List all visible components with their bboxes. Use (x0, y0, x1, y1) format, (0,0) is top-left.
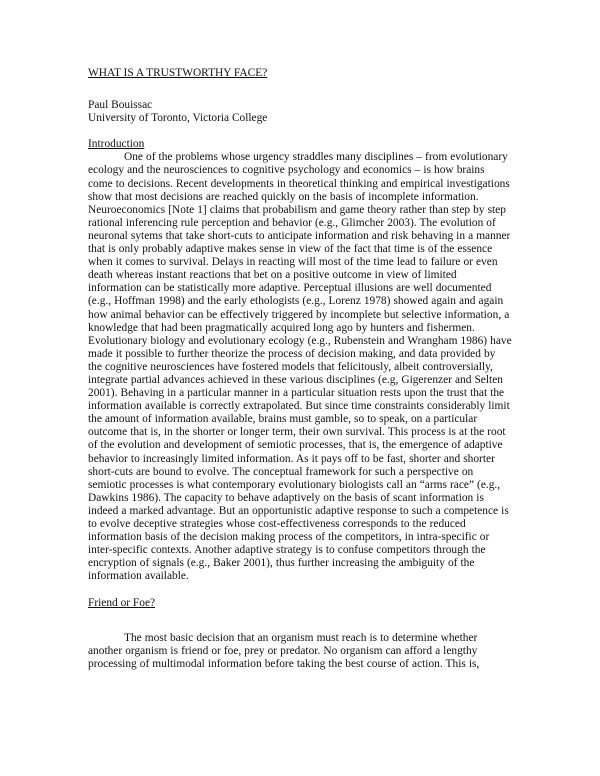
author-affiliation: University of Toronto, Victoria College (88, 112, 268, 125)
friend-or-foe-heading: Friend or Foe? (88, 597, 156, 610)
author-name: Paul Bouissac (88, 99, 153, 112)
introduction-paragraph: One of the problems whose urgency straddles many disciplines – from evolutionary ecology and the neurosciences to cognitive psychology and economics – is how brains come to decisions. Recent developments in theoretical thinking and empirical investigations show that most decisions are reached quickly on the basis of incomplete information. Neuroeconomics [Note 1] claims that probabilism and game theory rather than step by step rational inferencing rule perception and behavior (e.g., Glimcher 2003). The evolution of neuronal sytems that take short-cuts to anticipate information and risk behaving in a manner that is only probably adaptive makes sense in view of the fact that time is of the essence when it comes to survival. Delays in reacting will most of the time lead to failure or even death whereas instant reactions that bet on a positive outcome in view of limited information can be statistically more adaptive. Perceptual illusions are well documented (e.g., Hoffman 1998) and the early ethologists (e.g., Lorenz 1978) showed again and again how animal behavior can be effectively triggered by incomplete but selective information, a knowledge that had been pragmatically acquired long ago by hunters and fishermen. Evolutionary biology and evolutionary ecology (e.g., Rubenstein and Wrangham 1986) have made it possible to further theorize the process of decision making, and data provided by the cognitive neurosciences have fostered models that felicitously, albeit controversially, integrate partial advances achieved in these various disciplines (e.g, Gigerenzer and Selten 2001). Behaving in a particular manner in a particular situation rests upon the trust that the information available is correctly extrapolated. But since time constraints considerably limit the amount of information available, brains must gamble, so to speak, on a particular outcome that is, in the shorter or longer term, their own survival. This process is at the root of the evolution and development of semiotic processes, that is, the emergence of adaptive behavior to increasingly limited information. As it pays off to be fast, shorter and shorter short-cuts are bound to evolve. The conceptual framework for such a perspective on semiotic processes is what contemporary evolutionary biologists call an “arms race” (e.g., Dawkins 1986). The capacity to behave adaptively on the basis of scant information is indeed a marked advantage. But an opportunistic adaptive response to such a competence is to evolve deceptive strategies whose cost-effectiveness corresponds to the reduced information basis of the decision making process of the competitors, in intra-specific or inter-specific contexts. Another adaptive strategy is to confuse competitors through the encryption of signals (e.g., Baker 2001), thus further increasing the ambiguity of the information available. (88, 151, 512, 583)
paper-title: WHAT IS A TRUSTWORTHY FACE? (88, 67, 268, 79)
author-block (88, 99, 512, 125)
introduction-heading: Introduction (88, 138, 145, 151)
paper-page (88, 67, 512, 671)
friend-or-foe-paragraph: The most basic decision that an organism must reach is to determine whether another organism is friend or foe, prey or predator. No organism can afford a lengthy processing of multimodal information before taking the best course of action. This is, (88, 631, 480, 670)
